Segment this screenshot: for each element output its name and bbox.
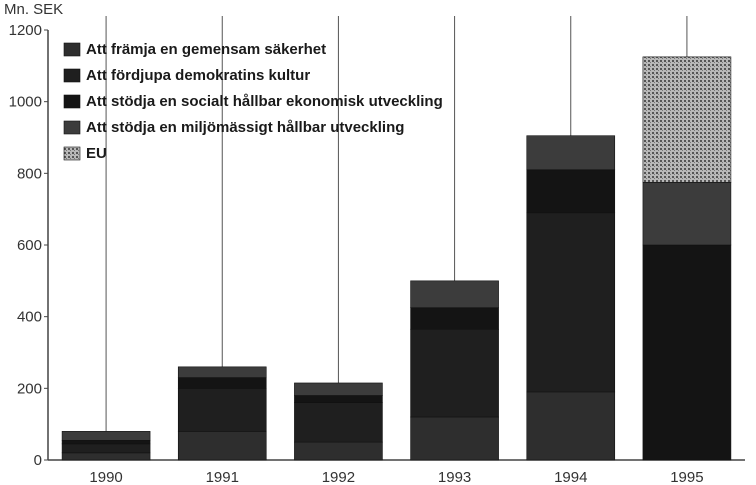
bar-1994-series-1 — [527, 213, 615, 392]
legend-label-0: Att främja en gemensam säkerhet — [86, 41, 327, 58]
bars — [62, 57, 731, 460]
bar-1992-series-1 — [294, 403, 382, 442]
bar-1990-series-2 — [62, 440, 150, 444]
x-axis-ticks — [89, 469, 703, 485]
y-tick-label-800: 800 — [16, 165, 42, 183]
legend — [64, 41, 443, 162]
x-tick-label-1994: 1994 — [554, 469, 588, 485]
bar-1990-series-3 — [62, 431, 150, 440]
bar-1990-series-0 — [62, 453, 150, 460]
bar-1992-series-3 — [294, 383, 382, 396]
legend-label-1: Att fördjupa demokratins kultur — [86, 67, 311, 84]
x-tick-label-1995: 1995 — [670, 469, 704, 485]
legend-label-4: EU — [86, 145, 107, 162]
bar-1992-series-0 — [294, 442, 382, 460]
y-tick-label-400: 400 — [16, 308, 42, 326]
bar-1991-series-0 — [178, 431, 266, 460]
x-tick-label-1991: 1991 — [205, 469, 239, 485]
bar-1992-series-2 — [294, 396, 382, 403]
y-tick-label-600: 600 — [16, 237, 42, 254]
legend-label-3: Att stödja en miljömässigt hållbar utveckling — [86, 119, 405, 136]
y-tick-label-1200: 1200 — [8, 22, 42, 39]
x-tick-label-1992: 1992 — [321, 469, 356, 485]
bar-1991-series-2 — [178, 378, 266, 389]
y-tick-label-1000: 1000 — [8, 93, 42, 111]
bar-1994-series-0 — [527, 392, 615, 460]
y-axis-ticks — [9, 22, 48, 469]
legend-swatch-1 — [64, 69, 80, 82]
bar-1991-series-3 — [178, 367, 266, 378]
bar-1994-series-3 — [527, 136, 615, 170]
bar-1995-series-4 — [643, 57, 731, 182]
legend-swatch-2 — [64, 95, 80, 108]
bar-1993-series-3 — [411, 281, 499, 308]
y-tick-label-0: 0 — [33, 452, 42, 469]
bar-1993-series-2 — [411, 308, 499, 330]
x-tick-label-1990: 1990 — [89, 469, 123, 485]
legend-swatch-0 — [64, 43, 80, 56]
bar-1991-series-1 — [178, 388, 266, 431]
legend-swatch-3 — [64, 121, 80, 134]
legend-label-2: Att stödja en socialt hållbar ekonomisk utveckling — [86, 93, 443, 110]
unit-label: Mn. SEK — [4, 1, 64, 18]
y-tick-label-200: 200 — [16, 380, 42, 398]
x-tick-label-1993: 1993 — [437, 469, 472, 485]
bar-1995-series-2 — [643, 245, 731, 460]
bar-1994-series-2 — [527, 170, 615, 213]
bar-1993-series-1 — [411, 329, 499, 417]
bar-1995-series-3 — [643, 182, 731, 245]
legend-swatch-4 — [64, 147, 80, 160]
bar-1993-series-0 — [411, 417, 499, 460]
bar-1990-series-1 — [62, 444, 150, 453]
